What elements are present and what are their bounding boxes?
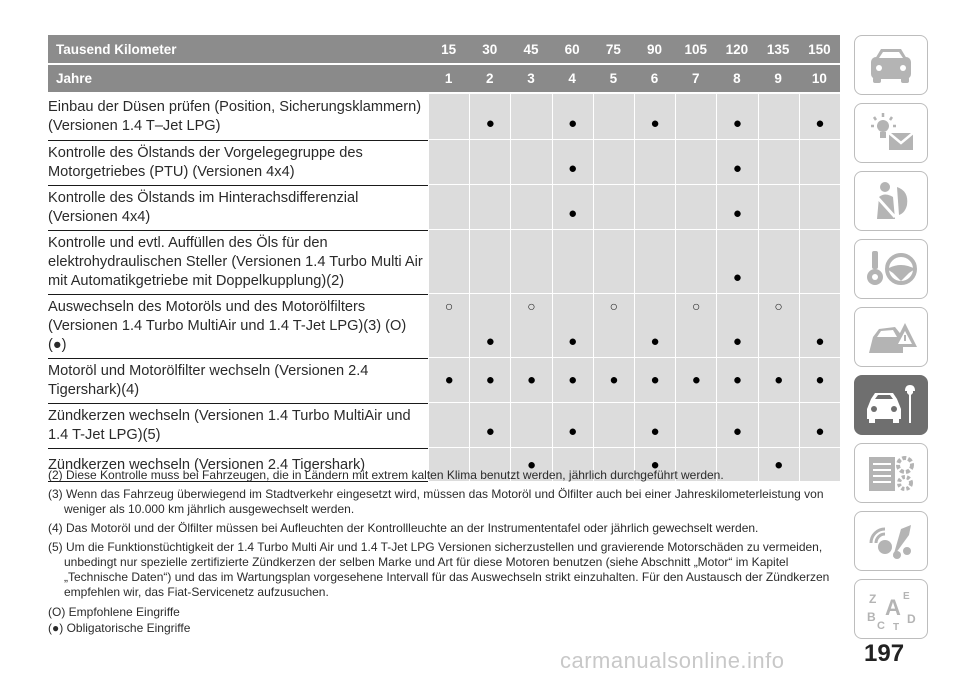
obligatory-mark: ● [815, 371, 825, 389]
schedule-cell [593, 294, 634, 358]
chapter-tab-maintenance[interactable] [854, 375, 928, 435]
obligatory-mark: ● [609, 371, 619, 389]
maintenance-item-description: Motoröl und Motorölfilter wechseln (Versionen 2.4 Tigershark)(4) [48, 358, 428, 403]
schedule-cell [799, 403, 840, 448]
schedule-cell [758, 185, 799, 230]
maintenance-item-description: Einbau der Düsen prüfen (Position, Sicherungsklammern) (Versionen 1.4 T–Jet LPG) [48, 99, 422, 134]
obligatory-mark: ● [774, 371, 784, 389]
schedule-cell [799, 185, 840, 230]
car-dashboard-icon [863, 43, 919, 87]
schedule-cell [552, 94, 593, 140]
schedule-cell [593, 358, 634, 403]
schedule-cell [593, 403, 634, 448]
km-header-cell: 105 [675, 35, 716, 65]
optional-mark: ○ [691, 298, 701, 314]
index-letter: A [885, 595, 901, 620]
obligatory-mark: ● [568, 333, 578, 350]
schedule-cell [428, 358, 469, 403]
chapter-tab-starting-driving[interactable] [854, 239, 928, 299]
chapter-tab-warning-lights[interactable] [854, 103, 928, 163]
schedule-cell [593, 230, 634, 294]
obligatory-mark: ● [650, 333, 660, 350]
km-header-cell: 60 [552, 35, 593, 65]
schedule-cell [593, 94, 634, 140]
schedule-cell [716, 140, 757, 185]
schedule-cell [634, 403, 675, 448]
schedule-cell [758, 358, 799, 403]
optional-mark: ○ [444, 298, 454, 314]
obligatory-mark: ● [650, 115, 660, 132]
year-header-cell: 3 [510, 65, 551, 94]
km-header-label: Tausend Kilometer [48, 35, 428, 65]
obligatory-mark: ● [815, 423, 825, 440]
schedule-cell [675, 358, 716, 403]
year-header-cell: 7 [675, 65, 716, 94]
year-header-cell: 1 [428, 65, 469, 94]
chapter-tab-dashboard[interactable] [854, 35, 928, 95]
km-header-cell: 45 [510, 35, 551, 65]
km-header-cell: 90 [634, 35, 675, 65]
schedule-cell [510, 358, 551, 403]
maintenance-item-description: Kontrolle und evtl. Auffüllen des Öls für den elektrohydraulischen Steller (Versionen 1.4 Turbo Multi Air mit Automatikgetriebe mit Doppelkupplung)(2) [48, 230, 428, 294]
maintenance-item-description: Zündkerzen wechseln (Versionen 2.4 Tigershark) [48, 448, 428, 482]
km-header-cell: 15 [428, 35, 469, 65]
obligatory-mark: ● [815, 333, 825, 350]
year-header-cell: 9 [758, 65, 799, 94]
schedule-cell [716, 358, 757, 403]
schedule-cell [593, 140, 634, 185]
footnotes [48, 468, 833, 604]
schedule-cell [469, 140, 510, 185]
km-header-row [48, 35, 840, 65]
schedule-cell [716, 230, 757, 294]
obligatory-mark: ● [485, 333, 495, 350]
maintenance-row [48, 358, 840, 403]
optional-mark: ○ [527, 298, 536, 314]
schedule-cell [716, 294, 757, 358]
maintenance-row [48, 403, 840, 448]
obligatory-mark: ● [568, 160, 578, 177]
schedule-cell [552, 403, 593, 448]
obligatory-mark: ● [485, 115, 495, 132]
chapter-sidebar [854, 35, 930, 647]
obligatory-mark: ● [526, 456, 536, 473]
km-header-cell: 135 [758, 35, 799, 65]
obligatory-mark: ● [444, 371, 454, 389]
maintenance-table-body [48, 94, 840, 482]
obligatory-mark: ● [650, 456, 660, 473]
obligatory-mark: ● [732, 333, 742, 350]
schedule-cell [758, 294, 799, 358]
index-letter: B [867, 610, 876, 624]
chapter-tab-index[interactable] [854, 579, 928, 639]
chapter-tab-safety[interactable] [854, 171, 928, 231]
schedule-cell [799, 230, 840, 294]
technical-data-icon [863, 451, 919, 495]
schedule-cell [469, 294, 510, 358]
schedule-cell [799, 140, 840, 185]
obligatory-mark: ● [526, 371, 536, 389]
schedule-cell [510, 230, 551, 294]
obligatory-mark: ● [568, 205, 578, 222]
schedule-cell [758, 140, 799, 185]
schedule-cell [634, 94, 675, 140]
schedule-cell [510, 403, 551, 448]
schedule-cell [593, 185, 634, 230]
schedule-cell [634, 140, 675, 185]
obligatory-mark: ● [732, 269, 742, 286]
schedule-cell [469, 185, 510, 230]
obligatory-mark: ● [568, 115, 578, 132]
maintenance-table-container [48, 35, 840, 482]
obligatory-mark: ● [568, 371, 578, 389]
schedule-cell [675, 403, 716, 448]
schedule-cell [510, 140, 551, 185]
schedule-cell [428, 140, 469, 185]
year-header-cell: 5 [593, 65, 634, 94]
schedule-cell [799, 358, 840, 403]
obligatory-mark: ● [485, 423, 495, 440]
schedule-cell [510, 294, 551, 358]
legend [48, 604, 190, 636]
schedule-cell [469, 403, 510, 448]
footnote-5: (5) Um die Funktionstüchtigkeit der 1.4 Turbo Multi Air und 1.4 T-Jet LPG Versionen sicherzustellen und gravierende Motorschäden zu vermeiden, unbedingt nur spezielle zertifizierte Zündkerzen der selben Marke und Art für diese Motoren benutzen (siehe Abschnitt „Motor“ im Kapitel „Technische Daten“) und das im Wartungsplan vorgesehene Intervall für das Auswechseln strikt einzuhalten. Für den Austausch der Zündkerzen empfehlen wir, das Fiat-Servicenetz aufzusuchen. [48, 540, 830, 599]
schedule-cell [758, 403, 799, 448]
maintenance-row [48, 94, 840, 140]
multimedia-icon [863, 519, 919, 563]
emergency-car-icon [863, 315, 919, 359]
key-steering-wheel-icon [863, 247, 919, 291]
page-number: 197 [864, 640, 905, 667]
schedule-cell [510, 94, 551, 140]
index-letter: D [907, 612, 916, 626]
optional-mark: ○ [774, 298, 783, 314]
maintenance-row [48, 294, 840, 358]
obligatory-mark: ● [815, 115, 825, 132]
obligatory-mark: ● [650, 371, 660, 389]
obligatory-mark: ● [650, 423, 660, 440]
maintenance-row [48, 185, 840, 230]
schedule-cell [675, 294, 716, 358]
schedule-cell [675, 94, 716, 140]
footnote-3: (3) Wenn das Fahrzeug überwiegend im Stadtverkehr eingesetzt wird, müssen das Motoröl und Ölfilter auch bei einer Jahreskilometerleistung von weniger als 10.000 km jährlich ausgewechselt werden. [48, 487, 824, 516]
warning-lights-message-icon [863, 111, 919, 155]
schedule-cell [799, 94, 840, 140]
schedule-cell [428, 403, 469, 448]
chapter-tab-multimedia[interactable] [854, 511, 928, 571]
schedule-cell [428, 185, 469, 230]
legend-obligatory: (●) Obligatorische Eingriffe [48, 621, 191, 635]
schedule-cell [469, 358, 510, 403]
footnote-2: (2) Diese Kontrolle muss bei Fahrzeugen, die in Ländern mit extrem kalten Klima benutzt werden, jährlich durchgeführt werden. [48, 468, 724, 482]
year-header-cell: 8 [716, 65, 757, 94]
legend-optional: (O) Empfohlene Eingriffe [48, 605, 180, 619]
km-header-cell: 75 [593, 35, 634, 65]
index-letter: Z [869, 592, 877, 606]
seatbelt-airbag-icon [863, 179, 919, 223]
alphabetical-index-icon [863, 587, 919, 631]
maintenance-schedule-table [48, 35, 840, 482]
car-maintenance-icon [863, 383, 919, 427]
year-header-cell: 4 [552, 65, 593, 94]
km-header-cell: 30 [469, 35, 510, 65]
schedule-cell [799, 294, 840, 358]
obligatory-mark: ● [732, 115, 742, 132]
schedule-cell [428, 94, 469, 140]
schedule-cell [675, 185, 716, 230]
year-header-cell: 6 [634, 65, 675, 94]
schedule-cell [675, 230, 716, 294]
obligatory-mark: ● [691, 371, 701, 389]
footnote-4: (4) Das Motoröl und der Ölfilter müssen bei Aufleuchten der Kontrollleuchte an der Instrumententafel oder jährlich gewechselt werden. [48, 521, 759, 535]
schedule-cell [552, 230, 593, 294]
schedule-cell [552, 185, 593, 230]
schedule-cell [758, 94, 799, 140]
schedule-cell [552, 358, 593, 403]
obligatory-mark: ● [774, 456, 784, 473]
schedule-cell [469, 94, 510, 140]
chapter-tab-emergency[interactable] [854, 307, 928, 367]
schedule-cell [634, 294, 675, 358]
km-header-cell: 150 [799, 35, 840, 65]
obligatory-mark: ● [485, 371, 495, 389]
maintenance-item-description: Zündkerzen wechseln (Versionen 1.4 Turbo MultiAir und 1.4 T-Jet LPG)(5) [48, 403, 428, 448]
obligatory-mark: ● [732, 371, 742, 389]
index-letter: C [877, 620, 885, 631]
schedule-cell [634, 185, 675, 230]
obligatory-mark: ● [732, 160, 742, 177]
year-header-label: Jahre [48, 65, 428, 94]
maintenance-item-description: Kontrolle des Ölstands im Hinterachsdifferenzial (Versionen 4x4) [48, 185, 428, 230]
year-header-cell: 2 [469, 65, 510, 94]
obligatory-mark: ● [732, 423, 742, 440]
schedule-cell [428, 230, 469, 294]
schedule-cell [716, 185, 757, 230]
schedule-cell [552, 294, 593, 358]
schedule-cell [634, 230, 675, 294]
index-letter: T [893, 622, 900, 631]
maintenance-item-description: Kontrolle des Ölstands der Vorgelegegruppe des Motorgetriebes (PTU) (Versionen 4x4) [48, 140, 428, 185]
obligatory-mark: ● [732, 205, 742, 222]
obligatory-mark: ● [568, 423, 578, 440]
maintenance-row [48, 230, 840, 294]
schedule-cell [552, 140, 593, 185]
watermark: carmanualsonline.info [560, 648, 785, 673]
schedule-cell [716, 94, 757, 140]
maintenance-row [48, 140, 840, 185]
chapter-tab-technical-data[interactable] [854, 443, 928, 503]
schedule-cell [469, 230, 510, 294]
schedule-cell [758, 230, 799, 294]
year-header-row [48, 65, 840, 94]
maintenance-item-description: Auswechseln des Motoröls und des Motorölfilters (Versionen 1.4 Turbo MultiAir und 1.4 T-Jet LPG)(3) (O) (●) [48, 294, 428, 358]
schedule-cell [510, 185, 551, 230]
schedule-cell [716, 403, 757, 448]
km-header-cell: 120 [716, 35, 757, 65]
year-header-cell: 10 [799, 65, 840, 94]
index-letter: E [903, 591, 910, 602]
optional-mark: ○ [609, 298, 619, 314]
schedule-cell [675, 140, 716, 185]
schedule-cell [428, 294, 469, 358]
schedule-cell [634, 358, 675, 403]
